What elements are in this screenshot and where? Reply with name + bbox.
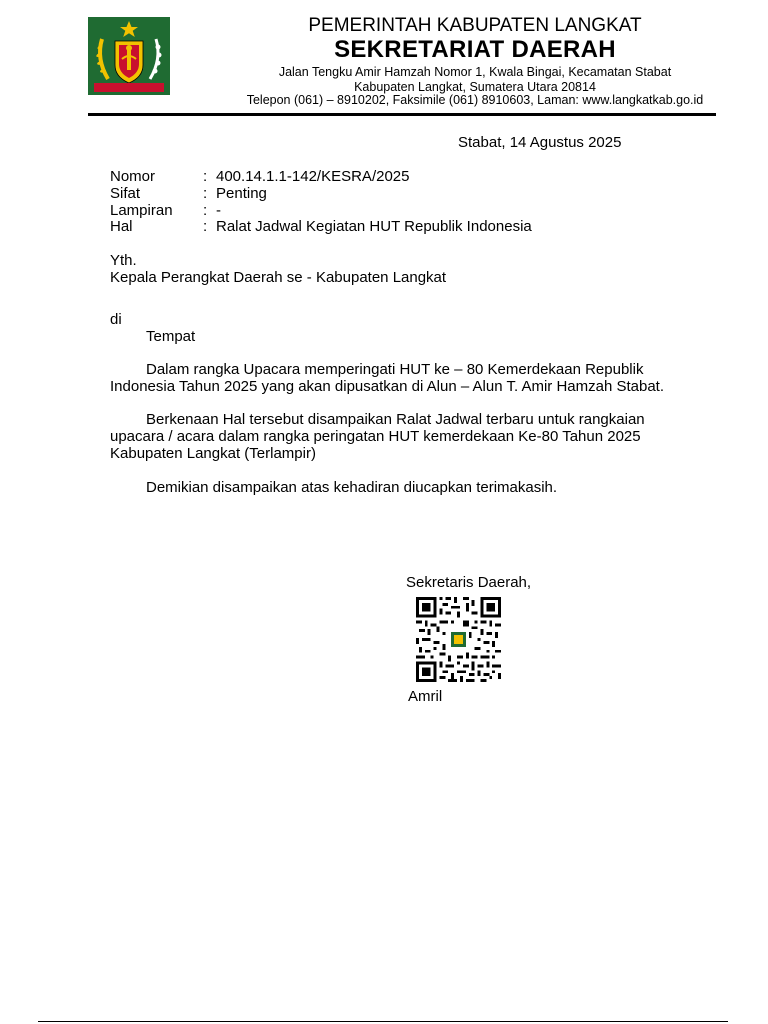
meta-colon: : [203,218,208,235]
government-name: PEMERINTAH KABUPATEN LANGKAT [308,15,642,36]
signatory-name: Amril [408,688,443,705]
salutation: Yth. [110,252,137,269]
letter-date: Stabat, 14 Agustus 2025 [458,134,622,151]
qr-code-signature-icon [414,597,503,682]
recipient-place: Tempat [146,328,196,345]
address-line-2: Kabupaten Langkat, Sumatera Utara 20814 [354,80,596,94]
langkat-emblem-logo [88,17,170,95]
meta-value-nomor: 400.14.1.1-142/KESRA/2025 [216,168,410,185]
meta-label-lampiran: Lampiran [110,202,173,219]
meta-value-lampiran: - [216,202,221,219]
body-paragraph-1-line-1: Dalam rangka Upacara memperingati HUT ke – 80 Kemerdekaan Republik [146,361,644,378]
address-line-1: Jalan Tengku Amir Hamzah Nomor 1, Kwala Bingai, Kecamatan Stabat [278,65,672,79]
di-label: di [110,311,122,328]
body-paragraph-1-line-2: Indonesia Tahun 2025 yang akan dipusatkan di Alun – Alun T. Amir Hamzah Stabat. [110,378,664,395]
body-paragraph-2-line-1: Berkenaan Hal tersebut disampaikan Ralat Jadwal terbaru untuk rangkaian [146,411,645,428]
page-bottom-line [38,1021,728,1022]
meta-colon: : [203,202,208,219]
meta-colon: : [203,168,208,185]
recipient: Kepala Perangkat Daerah se - Kabupaten Langkat [110,269,447,286]
meta-label-nomor: Nomor [110,168,156,185]
body-paragraph-2-line-2: upacara / acara dalam rangka peringatan HUT kemerdekaan Ke-80 Tahun 2025 [110,428,641,445]
meta-label-sifat: Sifat [110,185,141,202]
signatory-title: Sekretaris Daerah, [406,574,532,591]
body-paragraph-2-line-3: Kabupaten Langkat (Terlampir) [110,445,316,462]
contact-line: Telepon (061) – 8910202, Faksimile (061) 8910603, Laman: www.langkatkab.go.id [246,93,704,107]
office-name: SEKRETARIAT DAERAH [334,36,616,63]
meta-value-sifat: Penting [216,185,267,202]
meta-value-hal: Ralat Jadwal Kegiatan HUT Republik Indonesia [216,218,532,235]
letterhead-divider [88,113,716,116]
meta-colon: : [203,185,208,202]
meta-label-hal: Hal [110,218,133,235]
body-paragraph-3: Demikian disampaikan atas kehadiran diucapkan terimakasih. [146,479,558,496]
